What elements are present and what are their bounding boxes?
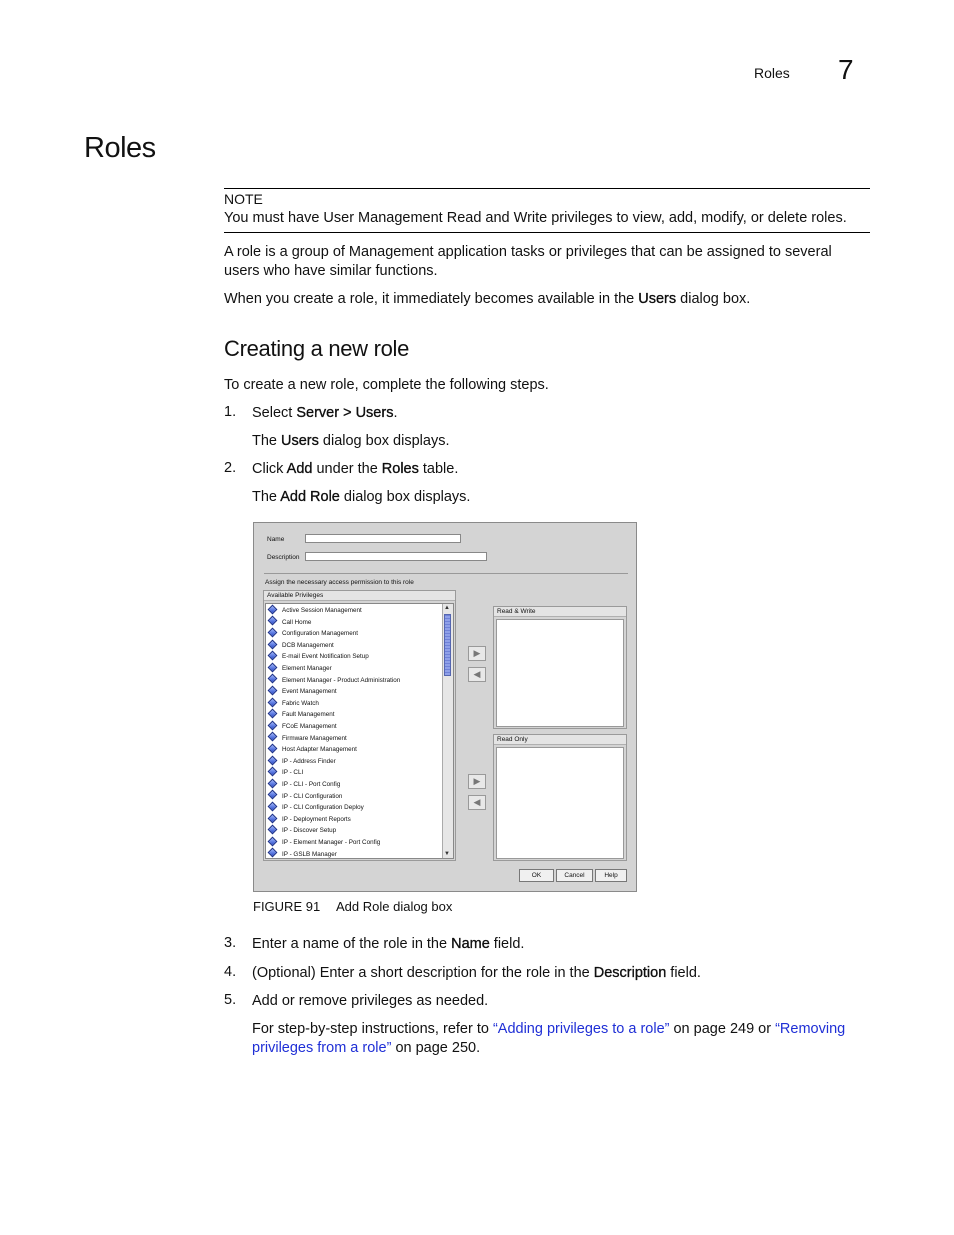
privilege-label: IP - CLI (282, 769, 304, 777)
privilege-label: Event Management (282, 688, 337, 696)
read-write-panel (493, 606, 627, 729)
running-header-section: Roles (754, 65, 790, 81)
note-label: NOTE (224, 191, 263, 207)
privilege-list-item[interactable] (269, 686, 337, 698)
privilege-list-item[interactable] (269, 698, 319, 710)
privilege-diamond-icon (268, 767, 278, 777)
page-title: Roles (84, 132, 156, 164)
step-text: Add or remove privileges as needed. (252, 993, 489, 1009)
assign-label: Assign the necessary access permission to this role (265, 579, 414, 586)
privilege-diamond-icon (268, 802, 278, 812)
privilege-diamond-icon (268, 825, 278, 835)
running-header-chapter: 7 (838, 54, 854, 85)
privilege-diamond-icon (268, 848, 278, 858)
figure-label: FIGURE 91 (253, 899, 321, 914)
section-lead: To create a new role, complete the following steps. (224, 377, 549, 393)
privilege-list-item[interactable] (269, 791, 342, 803)
privilege-label: FCoE Management (282, 723, 337, 730)
help-button[interactable]: Help (595, 869, 627, 882)
privilege-diamond-icon (268, 697, 278, 707)
arrow-right-icon: ▶ (473, 648, 481, 658)
available-privileges-list[interactable] (265, 603, 454, 859)
privilege-list-item[interactable] (269, 779, 340, 791)
privilege-diamond-icon (268, 732, 278, 742)
privilege-diamond-icon (268, 651, 278, 661)
step-number: 4. (224, 964, 237, 980)
intro-paragraph-2: When you create a role, it immediately becomes available in the Users dialog box. (224, 291, 751, 307)
step-number: 5. (224, 992, 237, 1008)
name-label: Name (267, 536, 285, 543)
privilege-list-item[interactable] (269, 733, 347, 745)
privilege-label: IP - GSLB Manager (282, 850, 337, 858)
privilege-list-item[interactable] (269, 605, 362, 617)
privilege-diamond-icon (268, 744, 278, 754)
privilege-list-item[interactable] (269, 744, 357, 756)
privilege-label: Firmware Management (282, 734, 347, 742)
add-role-dialog (253, 522, 637, 892)
privilege-diamond-icon (268, 709, 278, 719)
intro-paragraph: A role is a group of Management application tasks or privileges that can be assigned to several users who have similar functions. (224, 244, 832, 279)
privilege-label: Element Manager (282, 665, 332, 672)
available-privileges-header: Available Privileges (264, 591, 455, 601)
privilege-diamond-icon (268, 836, 278, 846)
privilege-diamond-icon (268, 616, 278, 626)
privilege-list-item[interactable] (269, 767, 303, 779)
arrow-left-icon: ◀ (473, 669, 481, 679)
privilege-diamond-icon (268, 639, 278, 649)
note-text: You must have User Management Read and Write privileges to view, add, modify, or delete roles. (224, 210, 847, 226)
read-write-list[interactable] (496, 619, 624, 727)
privilege-diamond-icon (268, 778, 278, 788)
step-text: (Optional) Enter a short description for the role in the Description field. (252, 965, 701, 981)
section-heading: Creating a new role (224, 336, 410, 361)
privilege-label: Call Home (282, 618, 312, 626)
arrow-right-icon: ▶ (473, 776, 481, 786)
step-result: The Add Role dialog box displays. (252, 489, 471, 505)
arrow-left-icon: ◀ (473, 797, 481, 807)
privilege-diamond-icon (268, 674, 278, 684)
step-number: 3. (224, 935, 237, 951)
privilege-diamond-icon (268, 662, 278, 672)
step-text: Select Server > Users. (252, 405, 398, 421)
privilege-label: E-mail Event Notification Setup (282, 653, 369, 661)
privilege-label: IP - CLI - Port Config (282, 781, 341, 788)
privilege-list-item[interactable] (269, 617, 311, 629)
privilege-list-item[interactable] (269, 709, 335, 721)
description-input[interactable] (305, 552, 487, 561)
privilege-label: Active Session Management (282, 607, 362, 614)
privilege-list-item[interactable] (269, 802, 364, 814)
privilege-label: Configuration Management (282, 630, 358, 638)
note-top-rule (224, 188, 870, 189)
link-adding-privileges[interactable]: “Adding privileges to a role” (492, 1021, 670, 1037)
link-removing-privileges[interactable]: “Removing privileges from a role” (252, 1021, 846, 1056)
privilege-label: DCB Management (282, 641, 334, 649)
step-text: Enter a name of the role in the Name field. (252, 936, 525, 952)
privilege-diamond-icon (268, 755, 278, 765)
description-label: Description (267, 554, 300, 561)
privilege-label: IP - Element Manager - Port Config (282, 839, 381, 846)
privilege-label: IP - Discover Setup (282, 827, 337, 835)
privilege-list-item[interactable] (269, 675, 400, 687)
privilege-list-item[interactable] (269, 756, 336, 768)
privilege-list-item[interactable] (269, 814, 351, 826)
privilege-list-item[interactable] (269, 837, 380, 849)
privilege-diamond-icon (268, 813, 278, 823)
step-number: 1. (224, 404, 237, 420)
privilege-diamond-icon (268, 628, 278, 638)
privilege-label: Fabric Watch (282, 699, 319, 707)
privilege-label: Fault Management (282, 711, 335, 719)
privilege-label: IP - Deployment Reports (282, 815, 351, 823)
privilege-diamond-icon (268, 720, 278, 730)
privilege-list-item[interactable] (269, 663, 332, 675)
name-input[interactable] (305, 534, 461, 543)
add-read-only-button[interactable] (468, 774, 486, 789)
privilege-list-item[interactable] (269, 628, 358, 640)
privilege-list-item[interactable] (269, 849, 337, 859)
scroll-down-arrow-icon[interactable]: ▼ (444, 851, 450, 857)
read-only-header: Read Only (494, 735, 626, 745)
note-bottom-rule (224, 232, 870, 233)
privilege-diamond-icon (268, 686, 278, 696)
step-result: The Users dialog box displays. (252, 433, 450, 449)
cancel-button[interactable]: Cancel (556, 869, 593, 882)
step-text: Click Add under the Roles table. (252, 461, 459, 477)
separator (264, 573, 628, 574)
step-result: For step-by-step instructions, refer to “Adding privileges to a role” on page 249 or “Removing privileges from a role” on page 250. (252, 1021, 846, 1056)
privilege-list-item[interactable] (269, 651, 369, 663)
scrollbar-thumb[interactable] (444, 614, 451, 676)
ok-button[interactable]: OK (519, 869, 554, 882)
list-scrollbar[interactable] (442, 604, 453, 858)
add-read-write-button[interactable] (468, 646, 486, 661)
privilege-label: Host Adapter Management (282, 746, 357, 754)
privilege-label: IP - CLI Configuration (282, 792, 343, 800)
privilege-label: IP - Address Finder (282, 757, 336, 765)
privilege-diamond-icon (268, 790, 278, 800)
privilege-label: IP - CLI Configuration Deploy (282, 804, 364, 812)
read-write-header: Read & Write (494, 607, 626, 617)
remove-read-only-button[interactable] (468, 795, 486, 810)
figure-caption: Add Role dialog box (336, 899, 453, 914)
read-only-panel (493, 734, 627, 861)
privilege-diamond-icon (268, 604, 278, 614)
privilege-list-item[interactable] (269, 721, 337, 733)
privilege-label: Element Manager - Product Administration (282, 676, 401, 684)
privilege-list-item[interactable] (269, 640, 334, 652)
available-privileges-panel (263, 590, 456, 861)
scroll-up-arrow-icon[interactable]: ▲ (444, 605, 450, 611)
remove-read-write-button[interactable] (468, 667, 486, 682)
step-number: 2. (224, 460, 237, 476)
privilege-list-item[interactable] (269, 825, 336, 837)
read-only-list[interactable] (496, 747, 624, 859)
